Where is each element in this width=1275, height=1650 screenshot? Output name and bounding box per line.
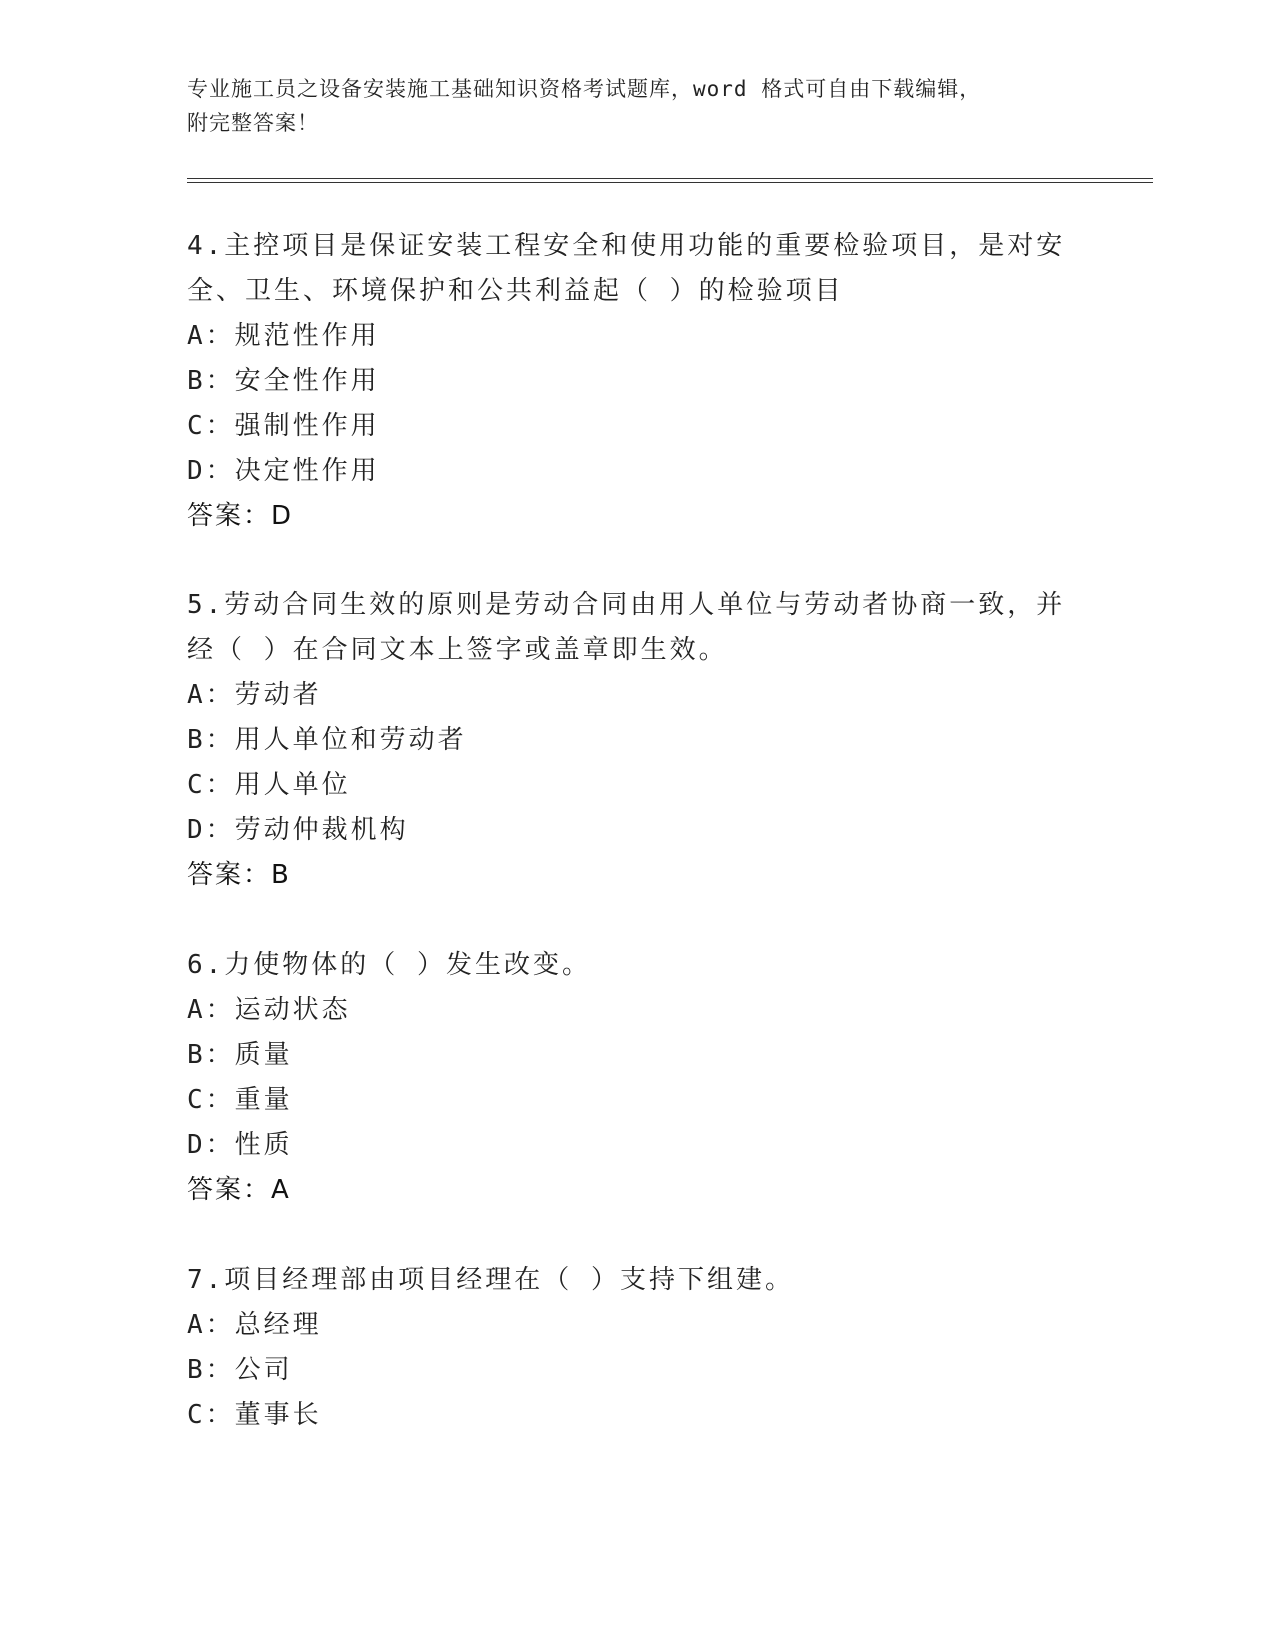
option-a: A：运动状态 [187,995,351,1025]
header-line-1: 专业施工员之设备安装施工基础知识资格考试题库，word 格式可自由下载编辑， [187,77,982,101]
option-a: A：总经理 [187,1310,322,1340]
option-b: B：质量 [187,1040,293,1070]
option-d: D：性质 [187,1130,293,1160]
question-7 [187,1258,1067,1438]
option-b: B：用人单位和劳动者 [187,725,467,755]
question-4 [187,224,1067,539]
answer-label: 答案：D [187,501,294,531]
option-c: C：强制性作用 [187,411,380,441]
question-6 [187,943,1067,1213]
question-stem: 7.项目经理部由项目经理在（ ）支持下组建。 [187,1265,794,1295]
question-5 [187,583,1067,898]
option-c: C：用人单位 [187,770,351,800]
option-c: C：董事长 [187,1400,322,1430]
question-stem: 6.力使物体的（ ）发生改变。 [187,950,591,980]
answer-label: 答案：B [187,860,291,890]
question-stem: 5.劳动合同生效的原则是劳动合同由用人单位与劳动者协商一致，并 [187,590,1066,620]
option-a: A：劳动者 [187,680,322,710]
option-b: B：安全性作用 [187,366,380,396]
question-stem: 全、卫生、环境保护和公共利益起（ ）的检验项目 [187,276,844,306]
option-b: B：公司 [187,1355,293,1385]
question-stem: 经（ ）在合同文本上签字或盖章即生效。 [187,635,728,665]
answer-label: 答案：A [187,1175,291,1205]
header-line-2: 附完整答案！ [187,111,319,135]
option-d: D：劳动仲裁机构 [187,815,409,845]
option-c: C：重量 [187,1085,293,1115]
option-d: D：决定性作用 [187,456,380,486]
document-header [187,72,1067,140]
option-a: A：规范性作用 [187,321,380,351]
header-divider [187,178,1153,183]
question-stem: 4.主控项目是保证安装工程安全和使用功能的重要检验项目，是对安 [187,231,1066,261]
